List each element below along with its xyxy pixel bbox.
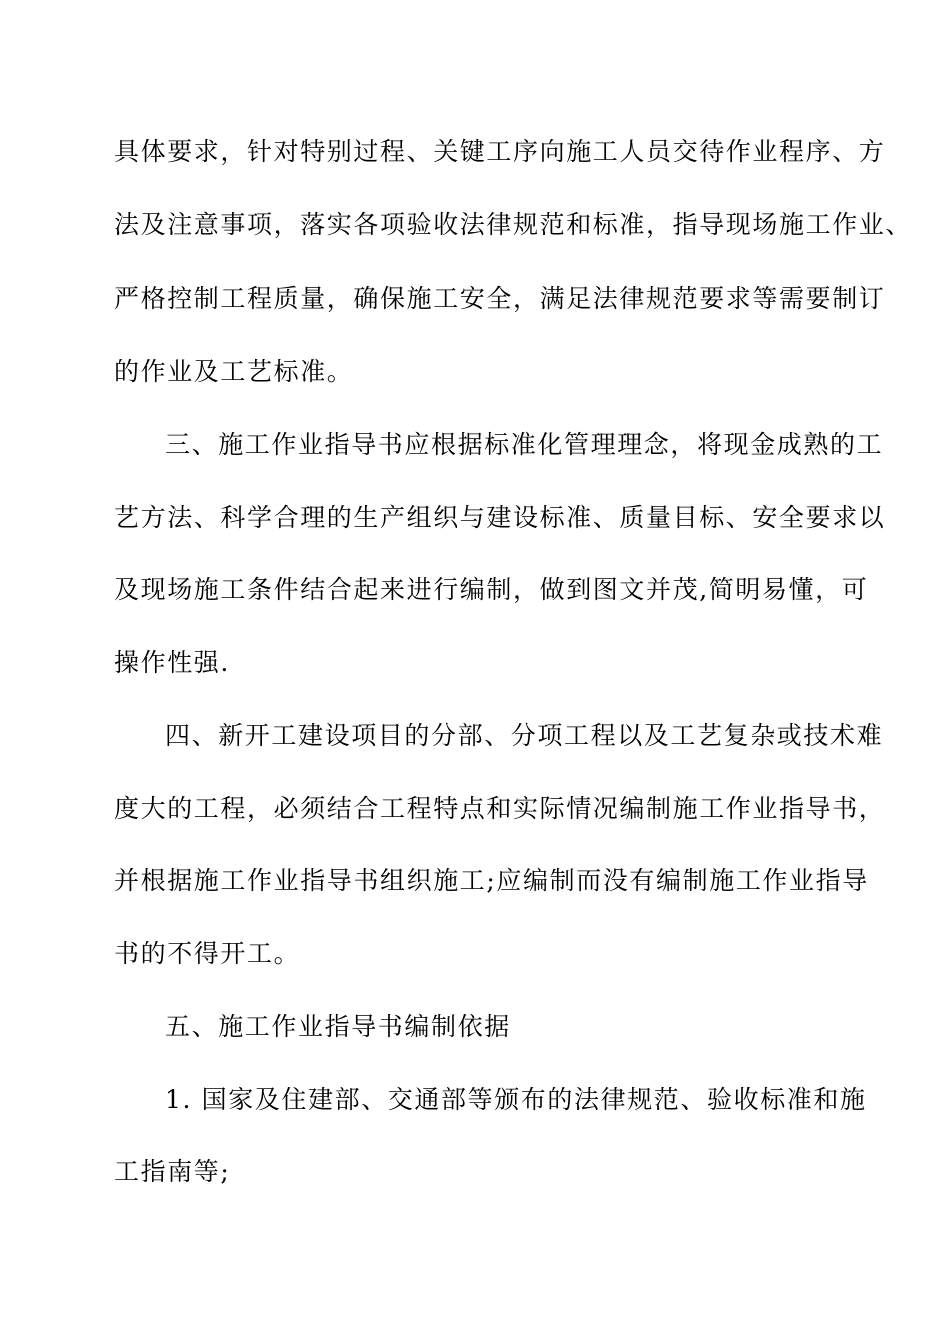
text-line-14: 1. 国家及住建部、交通部等颁布的法律规范、验收标准和施 (165, 1085, 867, 1114)
text-line-1: 具体要求，针对特别过程、关键工序向施工人员交待作业程序、方 (114, 137, 886, 166)
text-line-3: 严格控制工程质量，确保施工安全，满足法律规范要求等需要制订 (114, 284, 886, 313)
text-line-5: 三、施工作业指导书应根据标准化管理理念，将现金成熟的工 (165, 430, 884, 459)
text-line-4: 的作业及工艺标准。 (114, 357, 354, 386)
text-line-2: 法及注意事项，落实各项验收法律规范和标准，指导现场施工作业、 (114, 210, 913, 239)
text-line-8: 操作性强. (114, 648, 230, 677)
text-line-9: 四、新开工建设项目的分部、分项工程以及工艺复杂或技术难 (165, 721, 884, 750)
text-line-10: 度大的工程，必须结合工程特点和实际情况编制施工作业指导书， (114, 794, 886, 823)
text-line-15: 工指南等; (114, 1157, 231, 1186)
text-line-12: 书的不得开工。 (114, 939, 301, 968)
text-line-13: 五、施工作业指导书编制依据 (165, 1012, 511, 1041)
text-line-6: 艺方法、科学合理的生产组织与建设标准、质量目标、安全要求以 (114, 503, 886, 532)
text-line-7: 及现场施工条件结合起来进行编制，做到图文并茂,简明易懂，可 (114, 575, 869, 604)
text-line-11: 并根据施工作业指导书组织施工;应编制而没有编制施工作业指导 (114, 866, 869, 895)
